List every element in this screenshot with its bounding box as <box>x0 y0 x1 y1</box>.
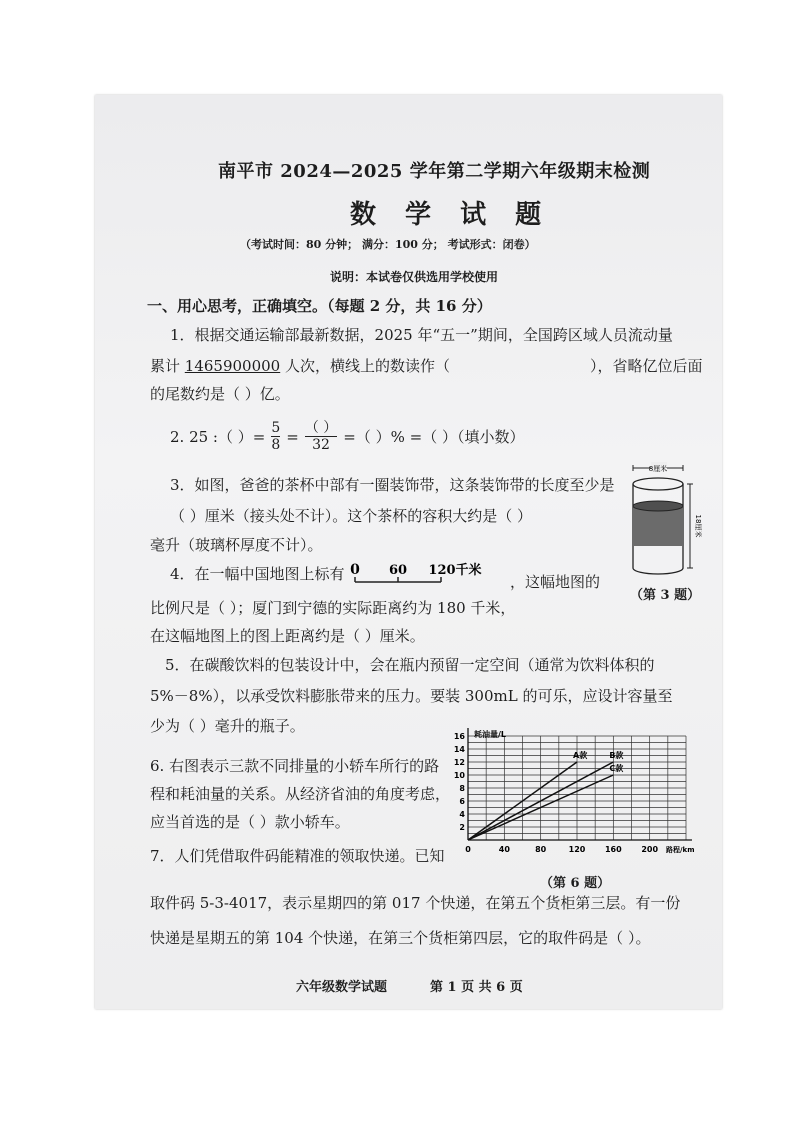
q1-line1: 1．根据交通运输部最新数据，2025 年“五一”期间，全国跨区域人员流动量 <box>170 326 673 344</box>
q3-line2: （ ）厘米（接头处不计）。这个茶杯的容积大约是（ ） <box>170 507 533 525</box>
scale-bar <box>348 560 488 590</box>
decorative-band <box>633 506 683 546</box>
scale-label-120: 120千米 <box>428 563 482 578</box>
usage-note: 说明：本试卷仅供选用学校使用 <box>330 270 499 284</box>
q1-mid: 人次，横线上的数读作（ <box>280 357 450 375</box>
y-tick-label: 10 <box>453 771 465 780</box>
x-tick-label: 120 <box>568 845 586 854</box>
y-tick-label: 12 <box>453 758 465 767</box>
q3-line1: 3．如图，爸爸的茶杯中部有一圈装饰带，这条装饰带的长度至少是 <box>170 476 615 494</box>
cup-width-label: 8厘米 <box>648 465 668 473</box>
q3-line3: 毫升（玻璃杯厚度不计）。 <box>150 536 323 554</box>
x-tick-label: 160 <box>604 845 622 854</box>
q2-equals: = <box>286 427 299 446</box>
q2-prefix: 2. 25 :（ ）= <box>170 427 266 446</box>
q7-line1: 7．人们凭借取件码能精准的领取快递。已知 <box>150 847 445 865</box>
q1-line3: 的尾数约是（ ）亿。 <box>150 385 290 403</box>
q2-fraction-1 <box>271 420 280 453</box>
scale-label-0: 0 <box>350 562 360 578</box>
q1-end: ），省略亿位后面 <box>590 357 703 375</box>
exam-info: （考试时间：80 分钟； 满分：100 分； 考试形式：闭卷） <box>240 238 536 251</box>
y-tick-label: 8 <box>459 784 465 793</box>
q2-line <box>170 420 524 453</box>
q4-line3: 在这幅地图上的图上距离约是（ ）厘米。 <box>150 627 425 645</box>
q2-frac1-num: 5 <box>271 420 281 436</box>
y-tick-label: 14 <box>453 745 465 754</box>
q6-line2: 程和耗油量的关系。从经济省油的角度考虑， <box>150 785 451 803</box>
q7-line2: 取件码 5-3-4017，表示星期四的第 017 个快递，在第五个货柜第三层。有一份 <box>150 894 681 912</box>
q6-line3: 应当首选的是（ ）款小轿车。 <box>150 813 350 831</box>
y-tick-label: 6 <box>459 797 465 806</box>
footer-page: 第 1 页 共 6 页 <box>430 980 523 995</box>
scale-label-60: 60 <box>388 563 408 578</box>
x-tick-label: 200 <box>641 845 659 854</box>
q6-caption: （第 6 题） <box>540 876 611 891</box>
series-label: A款 <box>573 751 588 760</box>
y-tick-label: 4 <box>459 810 465 819</box>
q2-suffix: =（ ）% =（ ）（填小数） <box>343 427 525 446</box>
y-axis-label: 耗油量/L <box>474 730 507 739</box>
x-tick-label: 80 <box>535 845 547 854</box>
q5-line1: 5．在碳酸饮料的包装设计中，会在瓶内预留一定空间（通常为饮料体积的 <box>165 656 655 674</box>
series-label: C款 <box>609 764 624 773</box>
q3-caption: （第 3 题） <box>630 588 701 603</box>
q2-frac2-num: （ ） <box>304 420 338 436</box>
y-tick-label: 16 <box>453 732 465 741</box>
q4-line1-prefix: 4．在一幅中国地图上标有 <box>170 565 345 583</box>
q1-line2 <box>150 356 703 376</box>
x-tick-label: 0 <box>465 845 471 854</box>
section-heading: 一、用心思考，正确填空。（每题 2 分，共 16 分） <box>147 297 492 315</box>
q2-frac1-den: 8 <box>271 437 281 453</box>
q1-number: 1465900000 <box>184 357 281 375</box>
q2-frac2-den: 32 <box>312 437 330 453</box>
q5-line3: 少为（ ）毫升的瓶子。 <box>150 717 305 735</box>
q2-fraction-2 <box>305 420 337 453</box>
q4-line1-suffix: ，这幅地图的 <box>510 573 601 591</box>
cup-height-label: 18厘米 <box>694 514 702 538</box>
y-tick-label: 2 <box>459 823 465 832</box>
fuel-consumption-chart <box>448 728 702 868</box>
x-tick-label: 40 <box>498 845 510 854</box>
q1-prefix: 累计 <box>150 357 185 375</box>
series-label: B款 <box>609 751 624 760</box>
footer-subject: 六年级数学试题 <box>296 980 388 995</box>
q6-line1: 6. 右图表示三款不同排量的小轿车所行的路 <box>150 757 440 775</box>
cup-figure <box>625 462 705 582</box>
q7-line3: 快递是星期五的第 104 个快递，在第三个货柜第四层，它的取件码是（ ）。 <box>150 929 651 947</box>
exam-header-title: 南平市 2024—2025 学年第二学期六年级期末检测 <box>218 161 651 182</box>
subject-title: 数 学 试 题 <box>350 200 552 230</box>
q5-line2: 5%－8%），以承受饮料膨胀带来的压力。要装 300mL 的可乐，应设计容量至 <box>150 687 673 705</box>
x-axis-label: 路程/km <box>666 846 695 854</box>
q4-line2: 比例尺是（ ）；厦门到宁德的实际距离约为 180 千米， <box>150 599 516 617</box>
